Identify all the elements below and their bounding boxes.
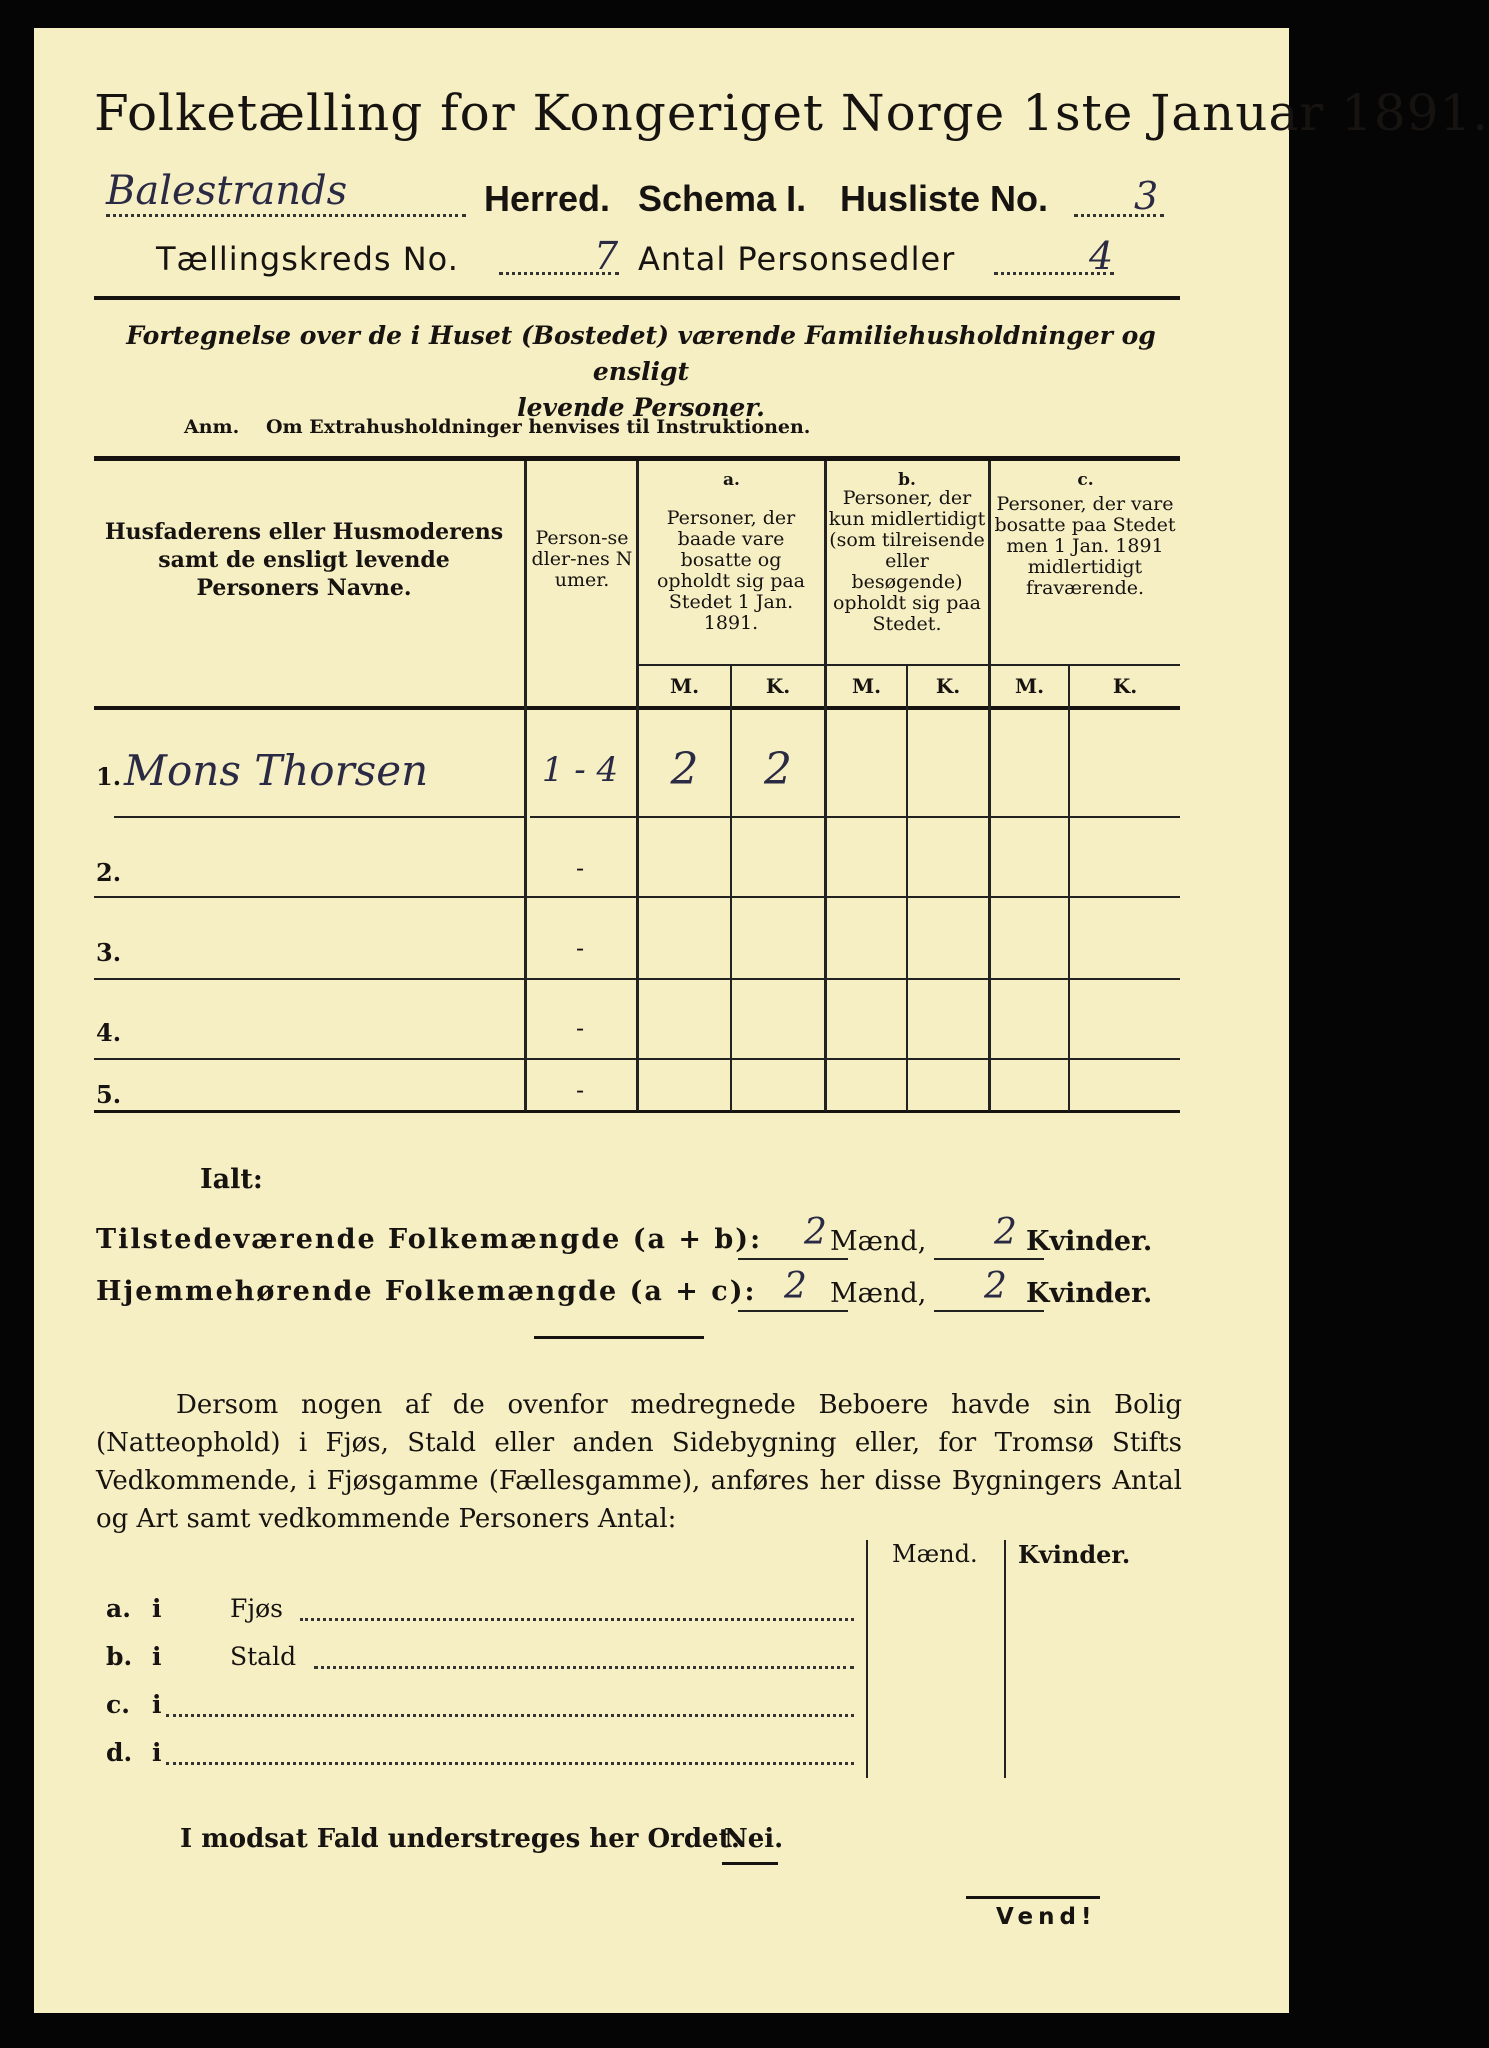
census-form	[34, 28, 1489, 2013]
tilstede-kvinder-label: Kvinder.	[1026, 1226, 1153, 1257]
vend-text: Vend!	[996, 1904, 1097, 1930]
husliste-value: 3	[1134, 174, 1159, 218]
row-3-number: 3.	[96, 938, 122, 967]
footer-text: I modsat Fald understreges her Ordet:	[180, 1824, 741, 1854]
vend-rule	[966, 1896, 1100, 1899]
kreds-value: 7	[594, 234, 619, 278]
col-divider-num	[524, 461, 527, 1111]
row-4-rule	[94, 1058, 1180, 1060]
building-d-dots	[166, 1762, 854, 1765]
section-divider	[534, 1336, 704, 1339]
schema-label: Schema I.	[638, 178, 807, 219]
col-divider-a-mk	[730, 666, 732, 1111]
row-1-number: 1.	[96, 762, 122, 791]
col-divider-b-mk	[906, 666, 908, 1111]
buildings-paragraph: Dersom nogen af de ovenfor medregnede Beboere havde sin Bolig (Natteophold) i Fjøs, Stald eller anden Sidebygning eller, for Tromsø Stifts Vedkommende, i Fjøsgamme (Fællesgamme), anføres her disse Bygningers Antal og Art samt vedkommende Personers Antal:	[96, 1390, 1182, 1534]
nei-word: Nei.	[724, 1824, 784, 1854]
form-title: Folketælling for Kongeriget Norge 1ste Januar 1891.	[94, 84, 1489, 142]
col-divider-b	[824, 461, 827, 1111]
col-c-letter: c.	[1077, 470, 1094, 490]
anm-text: Om Extrahusholdninger henvises til Instruktionen.	[266, 416, 811, 438]
building-a-i: i	[152, 1594, 162, 1623]
col-a-letter: a.	[723, 470, 740, 490]
hjemme-kvinder-value: 2	[984, 1266, 1007, 1307]
c-m-label: M.	[1014, 674, 1045, 698]
building-b-label: Stald	[230, 1642, 297, 1671]
intro-line-1: Fortegnelse over de i Huset (Bostedet) værende Familiehusholdninger og ensligt	[126, 321, 1156, 386]
herred-dots	[106, 214, 466, 217]
row-2-rule	[94, 896, 1180, 898]
col-header-num: Person-sedler-nes Numer.	[531, 527, 633, 591]
c-k-label: K.	[1112, 674, 1138, 698]
row-5-num: -	[575, 1076, 585, 1104]
buildings-maend-header: Mænd.	[892, 1540, 978, 1568]
intro-text	[98, 318, 1184, 426]
building-c-i: i	[152, 1690, 162, 1719]
b-k-label: K.	[935, 674, 961, 698]
herred-value: Balestrands	[106, 168, 348, 214]
building-a-dots	[300, 1618, 854, 1621]
row-4-number: 4.	[96, 1018, 122, 1047]
hjemme-kvinder-label: Kvinder.	[1026, 1278, 1153, 1309]
row-5-number: 5.	[96, 1080, 122, 1109]
col-header-b: Personer, der kun midlertidigt (som tilreisende eller besøgende) opholdt sig paa Stedet.	[828, 487, 986, 635]
col-header-c: Personer, der vare bosatte paa Stedet men 1 Jan. 1891 midlertidigt fraværende.	[994, 493, 1176, 599]
building-b-i: i	[152, 1642, 162, 1671]
building-d-letter: d.	[106, 1738, 133, 1767]
tilstede-kvinder-value: 2	[994, 1212, 1017, 1253]
building-a-label: Fjøs	[230, 1594, 283, 1623]
building-d-i: i	[152, 1738, 162, 1767]
intro-line-2: levende Personer.	[517, 393, 765, 422]
row-2-num: -	[575, 854, 585, 882]
tilstede-label: Tilstedeværende Folkemængde (a + b):	[96, 1224, 763, 1255]
row-1-rule	[114, 816, 524, 818]
col-divider-c	[988, 461, 991, 1111]
tilstede-maend-label: Mænd,	[830, 1226, 927, 1257]
mk-header-line	[639, 664, 1180, 666]
row-3-rule	[94, 978, 1180, 980]
row-4-num: -	[575, 1014, 585, 1042]
header-rule	[94, 296, 1180, 300]
building-b-letter: b.	[106, 1642, 133, 1671]
building-b-dots	[314, 1666, 854, 1669]
building-c-dots	[166, 1714, 854, 1717]
antal-label: Antal Personsedler	[638, 240, 956, 278]
hjemme-maend-label: Mænd,	[830, 1278, 927, 1309]
tilstede-maend-value: 2	[804, 1212, 827, 1253]
hjemme-label: Hjemmehørende Folkemængde (a + c):	[96, 1276, 757, 1307]
a-m-label: M.	[669, 674, 700, 698]
husliste-label: Husliste No.	[840, 178, 1049, 219]
ialt-label: Ialt:	[200, 1164, 263, 1195]
anm-label: Anm.	[184, 416, 240, 438]
a-k-label: K.	[765, 674, 791, 698]
buildings-divider-2	[1004, 1540, 1006, 1778]
building-a-letter: a.	[106, 1594, 131, 1623]
herred-label: Herred.	[484, 178, 611, 219]
col-divider-c-mk	[1068, 666, 1070, 1111]
row-1-a-k: 2	[764, 744, 792, 795]
row-1-num: 1 - 4	[541, 750, 619, 790]
hjemme-maend-value: 2	[784, 1266, 807, 1307]
col-header-a: Personer, der baade vare bosatte og opholdt sig paa Stedet 1 Jan. 1891.	[656, 507, 806, 634]
nei-underline	[722, 1862, 778, 1865]
kreds-label: Tællingskreds No.	[156, 240, 459, 278]
row-1-name: Mons Thorsen	[124, 746, 429, 795]
buildings-kvinder-header: Kvinder.	[1018, 1540, 1131, 1569]
row-3-num: -	[575, 934, 585, 962]
row-2-number: 2.	[96, 858, 122, 887]
b-m-label: M.	[851, 674, 882, 698]
antal-value: 4	[1089, 234, 1114, 278]
col-header-name: Husfaderens eller Husmoderens samt de ensligt levende Personers Navne.	[104, 519, 504, 601]
buildings-divider-1	[866, 1540, 868, 1778]
row-1-a-m: 2	[670, 744, 699, 795]
building-c-letter: c.	[106, 1690, 130, 1719]
col-b-letter: b.	[898, 470, 916, 490]
